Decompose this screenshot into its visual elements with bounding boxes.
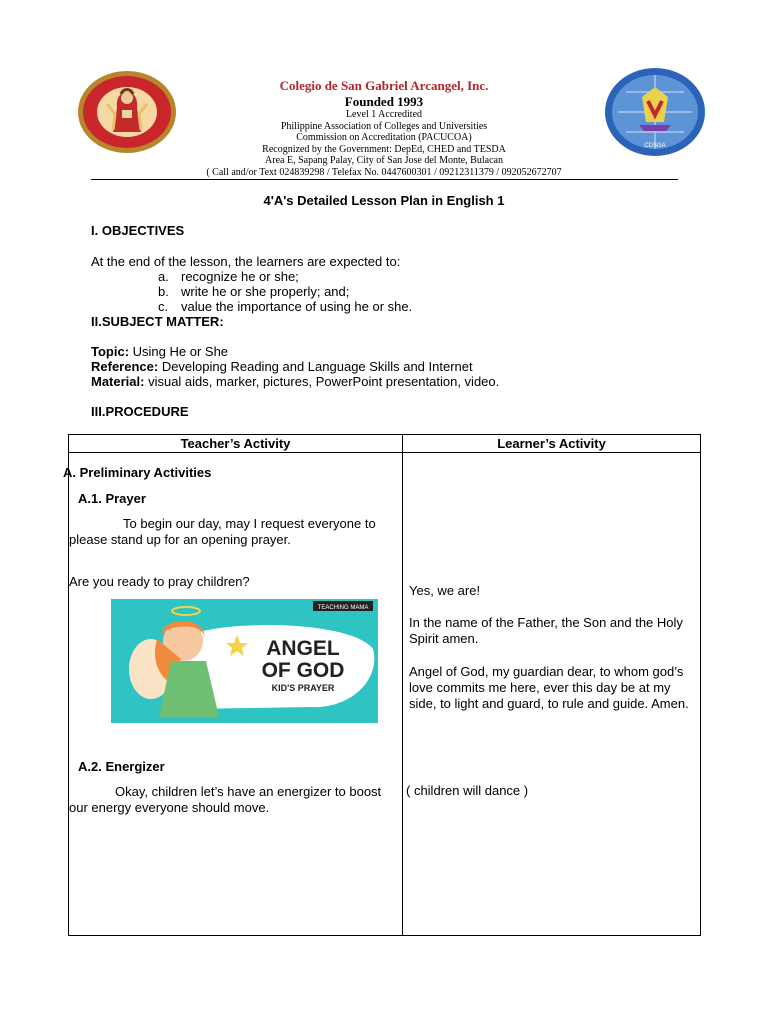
prayer-question: Are you ready to pray children? [69, 574, 250, 589]
image-title-line1: ANGEL [266, 637, 340, 660]
prayer-instruction: To begin our day, may I request everyone to please stand up for an opening prayer. [69, 516, 376, 547]
list-item: a. recognize he or she; [158, 269, 299, 284]
material-line: Material: visual aids, marker, pictures, PowerPoint presentation, video. [91, 374, 500, 389]
header-row-divider [69, 452, 700, 453]
logo-caption: CDSGA [644, 143, 666, 149]
learner-response-sign-of-cross: In the name of the Father, the Son and the Holy Spirit amen. [409, 615, 683, 646]
learner-response-prayer: Angel of God, my guardian dear, to whom god’s love commits me here, ever this day be at my side, to light and guard, to rule and guide. Amen. [409, 664, 689, 711]
list-item: b. write he or she properly; and; [158, 284, 350, 299]
procedure-heading: III.PROCEDURE [91, 404, 189, 419]
letterhead [170, 78, 598, 178]
accreditation-line: Level 1 Accredited [345, 109, 423, 120]
objective-list [158, 269, 412, 314]
section-a-heading: A. Preliminary Activities [63, 465, 212, 480]
learner-activity-header: Learner’s Activity [497, 436, 606, 451]
topic-line: Topic: Using He or She [91, 344, 229, 359]
image-title-line2: OF GOD [261, 659, 345, 682]
energizer-instruction: Okay, children let’s have an energizer to boost our energy everyone should move. [69, 784, 382, 815]
subject-matter-heading: II.SUBJECT MATTER: [91, 314, 224, 329]
header-divider [91, 179, 678, 180]
column-divider [402, 435, 403, 935]
teacher-activity-header: Teacher’s Activity [180, 436, 291, 451]
cdsga-globe-logo [604, 67, 706, 157]
prayer-heading: A.1. Prayer [78, 491, 146, 506]
angel-of-god-image [111, 599, 378, 723]
commission-line: Commission on Accreditation (PACUCOA) [296, 132, 472, 143]
objectives-heading: I. OBJECTIVES [91, 223, 185, 238]
image-subtitle: KID'S PRAYER [271, 683, 335, 693]
learner-response-ready: Yes, we are! [409, 583, 481, 598]
energizer-heading: A.2. Energizer [78, 759, 165, 774]
association-line: Philippine Association of Colleges and Universities [280, 120, 488, 132]
contact-line: ( Call and/or Text 024839298 / Telefax No. 0447600301 / 09212311379 / 092052672707 [206, 166, 562, 178]
school-name: Colegio de San Gabriel Arcangel, Inc. [279, 78, 489, 93]
school-seal-logo [77, 70, 177, 154]
reference-line: Reference: Developing Reading and Language Skills and Internet [91, 359, 473, 374]
document-title: 4'A's Detailed Lesson Plan in English 1 [263, 193, 505, 208]
founded-year: Founded 1993 [344, 94, 424, 109]
address-line: Area E, Sapang Palay, City of San Jose del Monte, Bulacan [265, 155, 503, 166]
recognition-line: Recognized by the Government: DepEd, CHED and TESDA [262, 143, 506, 155]
image-badge: TEACHING MAMA [317, 605, 369, 611]
learner-response-dance: ( children will dance ) [406, 783, 529, 798]
list-item: c. value the importance of using he or she. [158, 299, 413, 314]
objectives-intro: At the end of the lesson, the learners are expected to: [91, 254, 401, 269]
